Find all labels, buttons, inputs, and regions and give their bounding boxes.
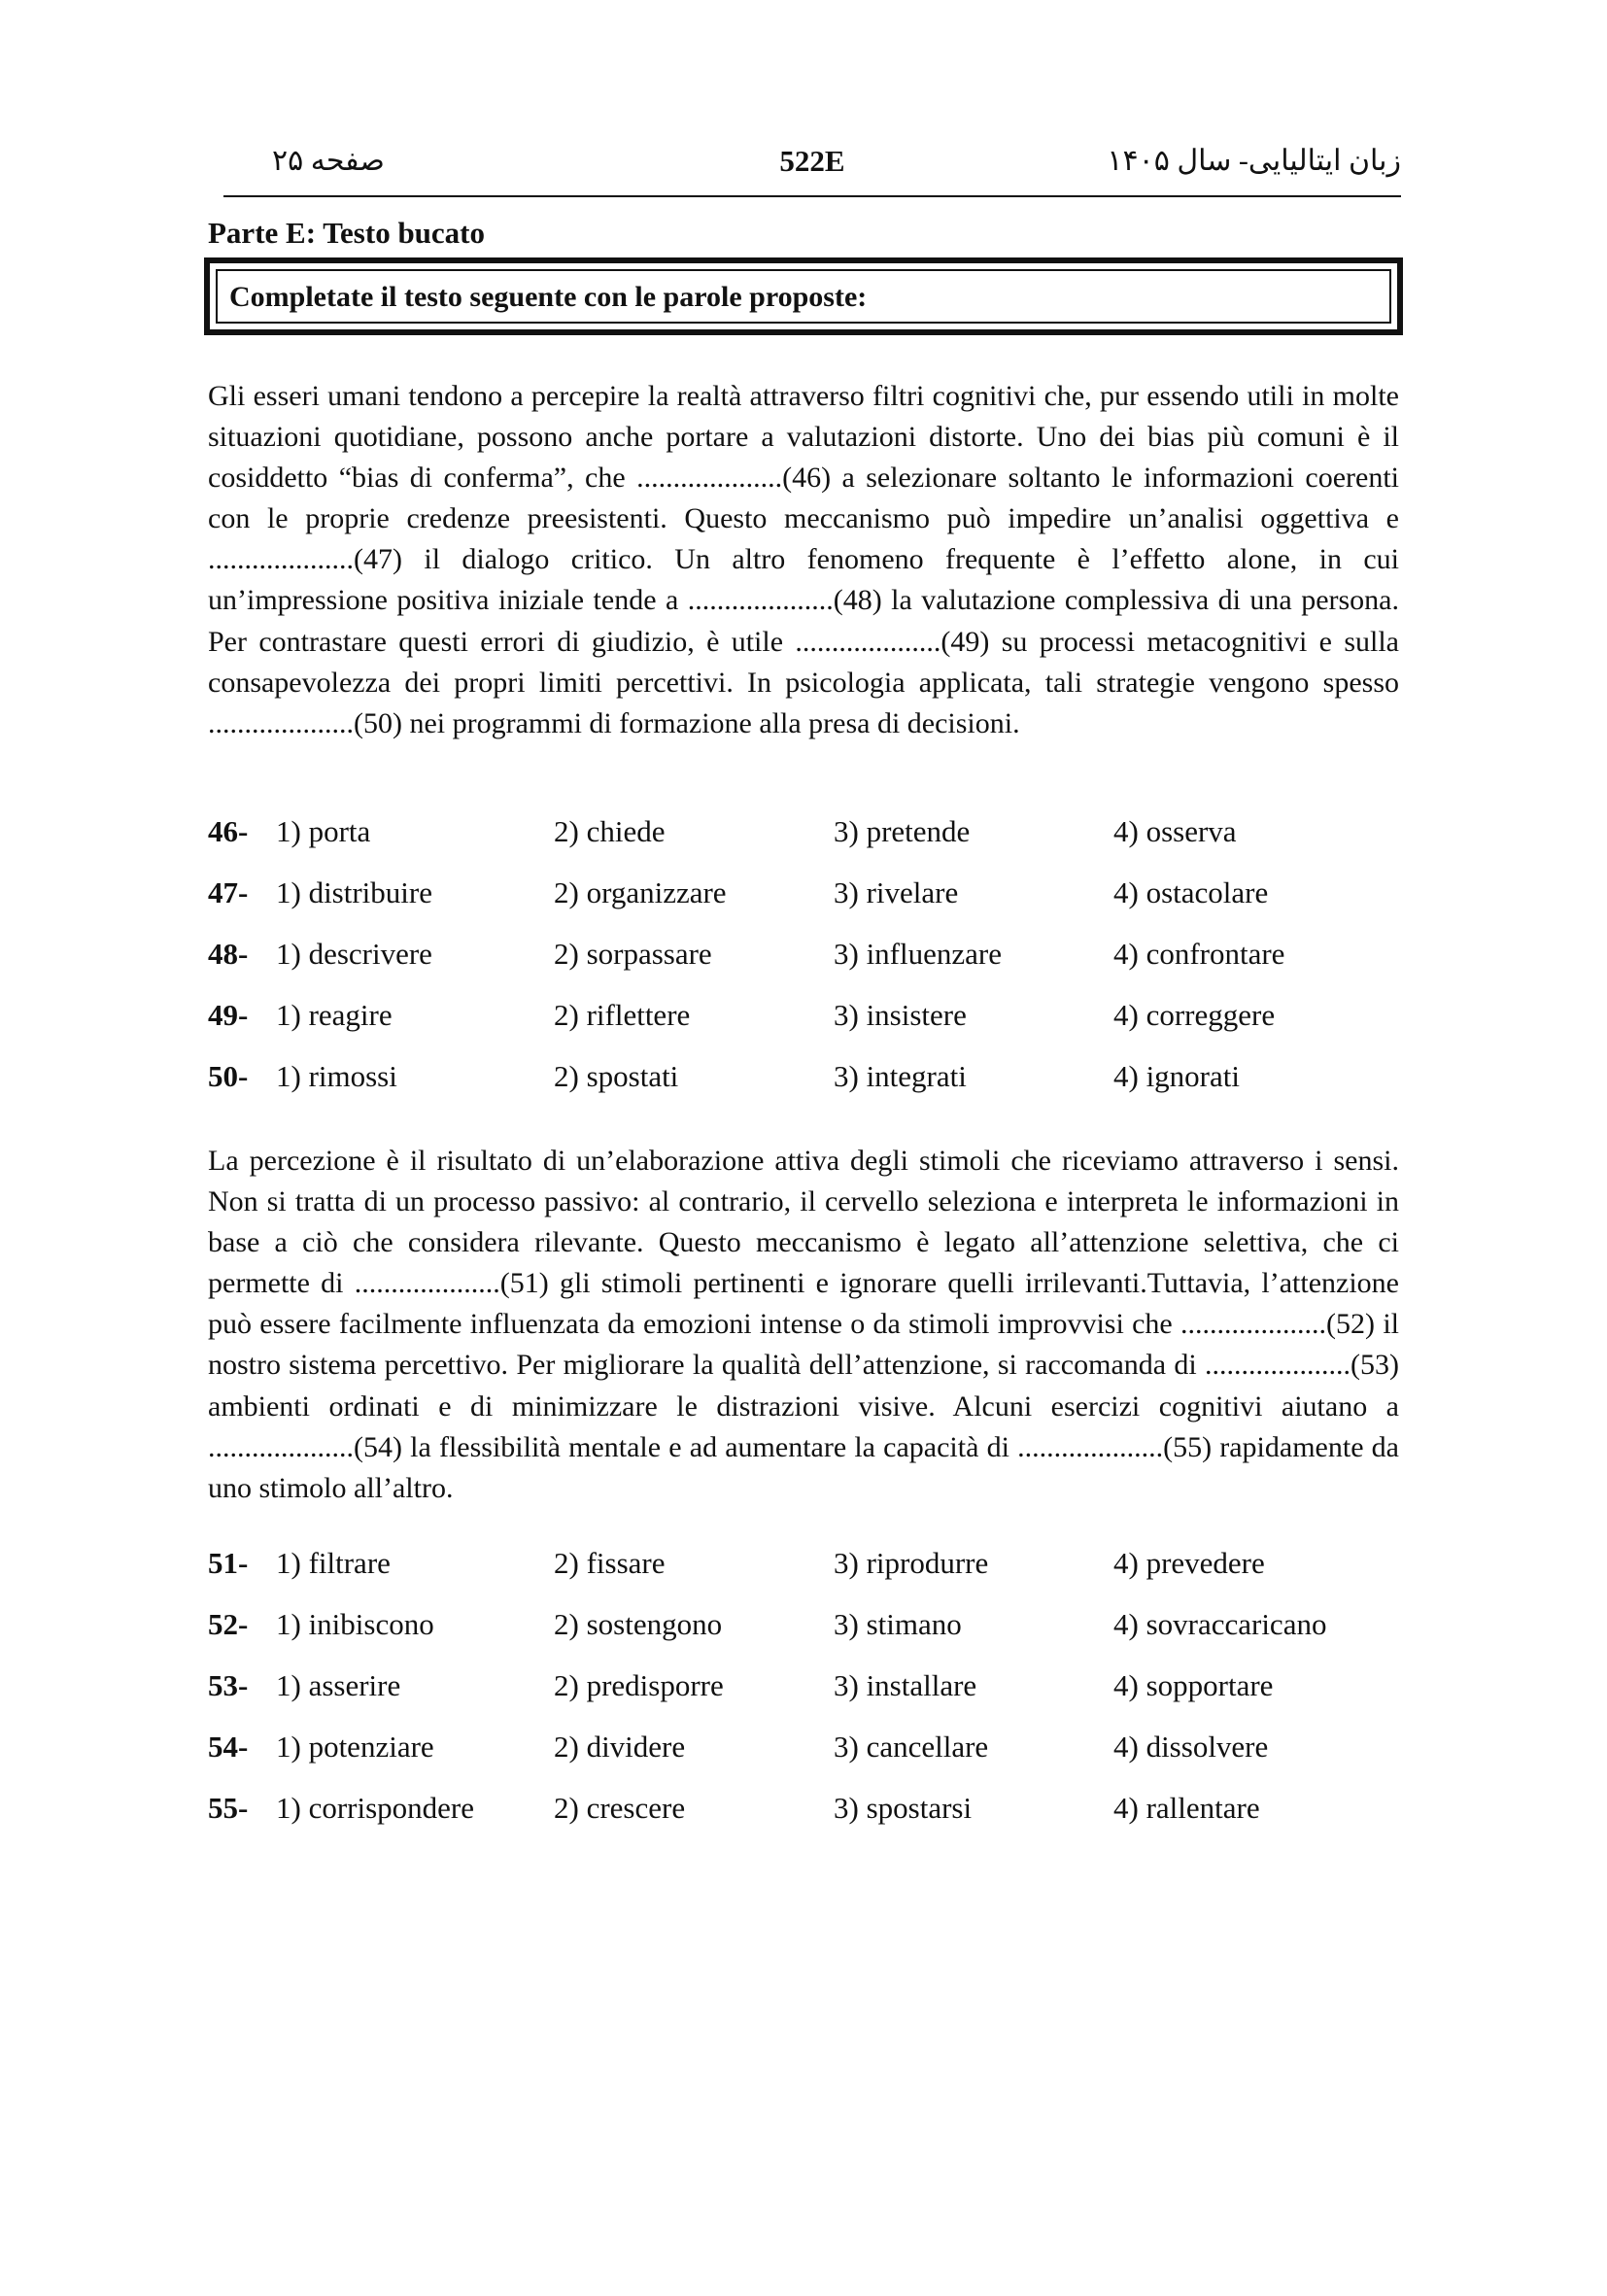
question-row	[208, 1546, 1399, 1607]
passage-2: La percezione è il risultato di un’elaborazione attiva degli stimoli che riceviamo attraverso i sensi. Non si tratta di un processo passivo: al contrario, il cervello seleziona e interpreta le informazioni in base a ciò che considera rilevante. Questo meccanismo è legato all’attenzione selettiva, che ci permette di ....................(51) gli stimoli pertinenti e ignorare quelli irrilevanti.Tuttavia, l’attenzione può essere facilmente influenzata da emozioni intense o da stimoli improvvisi che ....................(52) il nostro sistema percettivo. Per migliorare la qualità dell’attenzione, si raccomanda di ....................(53) ambienti ordinati e di minimizzare le distrazioni visive. Alcuni esercizi cognitivi aiutano a ....................(54) la flessibilità mentale e ad aumentare la capacità di ....................(55) rapidamente da uno stimolo all’altro.	[208, 1145, 1399, 1504]
option-3: 3) influenzare	[834, 937, 1002, 971]
option-3: 3) spostarsi	[834, 1791, 973, 1825]
option-1: 1) filtrare	[276, 1546, 391, 1580]
question-number: 50-	[208, 1059, 249, 1093]
option-4: 4) confrontare	[1113, 937, 1285, 971]
option-1: 1) inibiscono	[276, 1607, 434, 1641]
option-3: 3) riprodurre	[834, 1546, 989, 1580]
exam-subject: زبان ایتالیایی- سال ۱۴۰۵	[1107, 145, 1401, 177]
option-3: 3) integrati	[834, 1059, 967, 1093]
question-number: 52-	[208, 1607, 249, 1641]
option-2: 2) chiede	[554, 814, 666, 848]
option-2: 2) predisporre	[554, 1668, 724, 1702]
question-number: 49-	[208, 998, 249, 1032]
option-2: 2) sorpassare	[554, 937, 712, 971]
option-2: 2) fissare	[554, 1546, 666, 1580]
question-number: 55-	[208, 1791, 249, 1825]
option-4: 4) dissolvere	[1113, 1730, 1269, 1764]
option-1: 1) potenziare	[276, 1730, 434, 1764]
option-2: 2) riflettere	[554, 998, 691, 1032]
question-row	[208, 937, 1399, 998]
question-row	[208, 875, 1399, 937]
option-2: 2) sostengono	[554, 1607, 723, 1641]
instruction-box	[204, 257, 1403, 335]
question-row	[208, 1668, 1399, 1730]
option-4: 4) osserva	[1113, 814, 1237, 848]
option-1: 1) porta	[276, 814, 371, 848]
option-2: 2) spostati	[554, 1059, 679, 1093]
question-row	[208, 814, 1399, 875]
option-4: 4) ostacolare	[1113, 875, 1269, 909]
option-3: 3) insistere	[834, 998, 967, 1032]
option-2: 2) crescere	[554, 1791, 686, 1825]
option-4: 4) prevedere	[1113, 1546, 1265, 1580]
header-divider	[223, 195, 1401, 197]
section-title: Parte E: Testo bucato	[208, 216, 486, 250]
question-number: 46-	[208, 814, 249, 848]
option-2: 2) dividere	[554, 1730, 686, 1764]
instruction-text: Completate il testo seguente con le parole proposte:	[216, 269, 1391, 324]
option-1: 1) distribuire	[276, 875, 432, 909]
option-1: 1) descrivere	[276, 937, 432, 971]
option-4: 4) ignorati	[1113, 1059, 1240, 1093]
question-row	[208, 998, 1399, 1059]
option-1: 1) reagire	[276, 998, 393, 1032]
option-1: 1) corrispondere	[276, 1791, 474, 1825]
question-number: 53-	[208, 1668, 249, 1702]
option-3: 3) pretende	[834, 814, 971, 848]
question-group-1	[208, 814, 1399, 1120]
question-row	[208, 1607, 1399, 1668]
option-4: 4) sovraccaricano	[1113, 1607, 1327, 1641]
option-1: 1) rimossi	[276, 1059, 397, 1093]
page-header	[223, 144, 1401, 188]
question-number: 47-	[208, 875, 249, 909]
option-4: 4) rallentare	[1113, 1791, 1260, 1825]
option-2: 2) organizzare	[554, 875, 727, 909]
question-number: 54-	[208, 1730, 249, 1764]
option-3: 3) cancellare	[834, 1730, 989, 1764]
question-row	[208, 1791, 1399, 1852]
question-row	[208, 1730, 1399, 1791]
question-number: 48-	[208, 937, 249, 971]
option-4: 4) sopportare	[1113, 1668, 1274, 1702]
passage-1: Gli esseri umani tendono a percepire la realtà attraverso filtri cognitivi che, pur essendo utili in molte situazioni quotidiane, possono anche portare a valutazioni distorte. Uno dei bias più comuni è il cosiddetto “bias di conferma”, che ....................(46) a selezionare soltanto le informazioni coerenti con le proprie credenze preesistenti. Questo meccanismo può impedire un’analisi oggettiva e ....................(47) il dialogo critico. Un altro fenomeno frequente è l’effetto alone, in cui un’impressione positiva iniziale tende a ....................(48) la valutazione complessiva di una persona. Per contrastare questi errori di giudizio, è utile ....................(49) su processi metacognitivi e sulla consapevolezza dei propri limiti percettivi. In psicologia applicata, tali strategie vengono spesso ....................(50) nei programmi di formazione alla presa di decisioni.	[208, 380, 1399, 739]
question-number: 51-	[208, 1546, 249, 1580]
option-4: 4) correggere	[1113, 998, 1276, 1032]
option-3: 3) stimano	[834, 1607, 962, 1641]
option-3: 3) rivelare	[834, 875, 959, 909]
exam-code: 522E	[779, 144, 845, 178]
question-group-2	[208, 1546, 1399, 1852]
page-number: صفحه ۲۵	[272, 145, 385, 177]
option-3: 3) installare	[834, 1668, 977, 1702]
question-row	[208, 1059, 1399, 1120]
option-1: 1) asserire	[276, 1668, 401, 1702]
